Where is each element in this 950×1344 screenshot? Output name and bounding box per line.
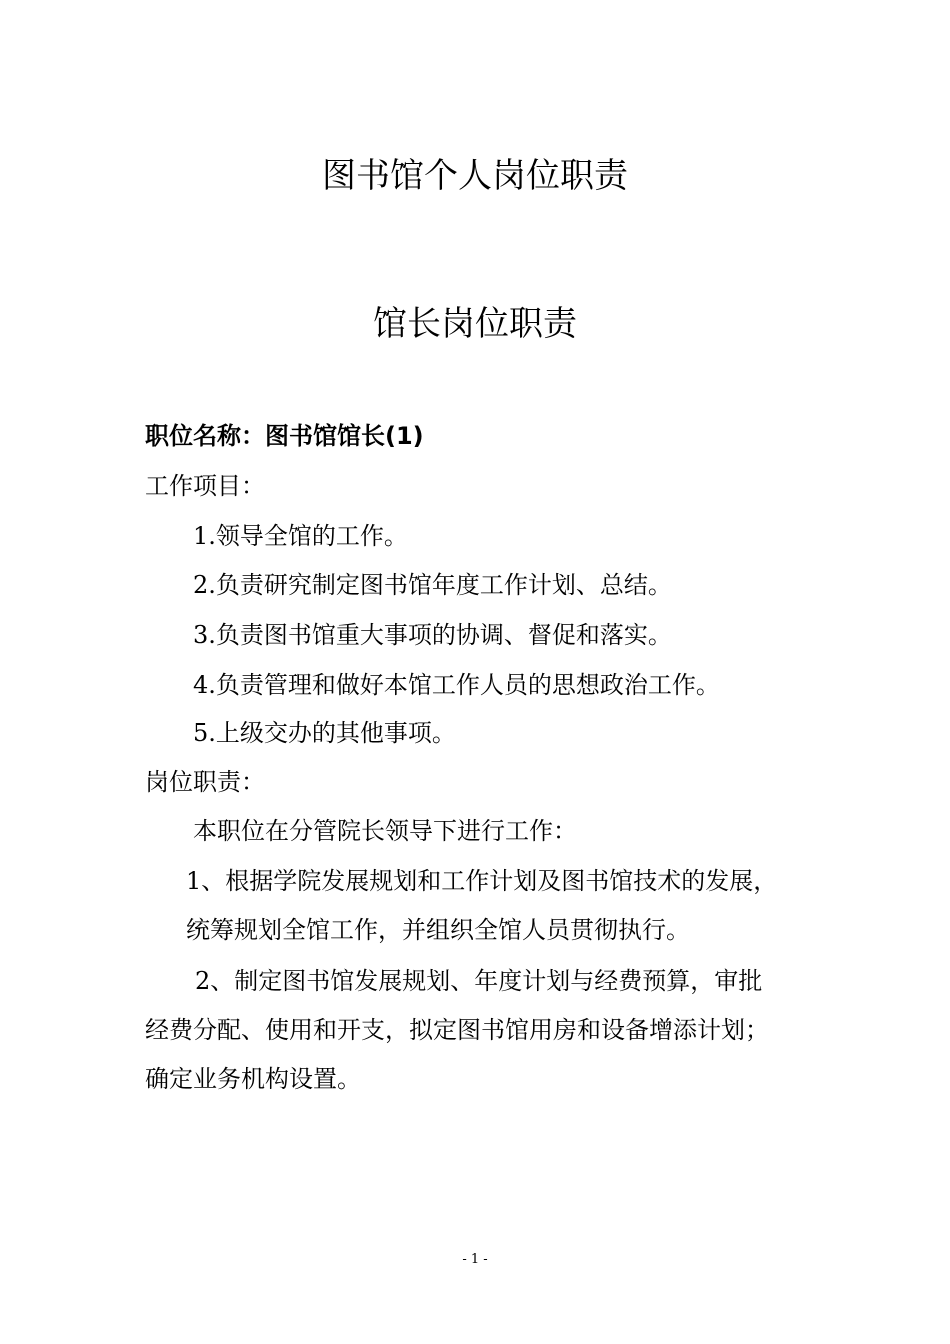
position-name: 职位名称：图书馆馆长(1) xyxy=(145,422,424,450)
duty-1-line-2: 统筹规划全馆工作，并组织全馆人员贯彻执行。 xyxy=(186,916,690,944)
work-item-1: 1.领导全馆的工作。 xyxy=(193,522,408,550)
page-number: - 1 - xyxy=(462,1252,488,1267)
document-title xyxy=(0,152,950,200)
duty-2-line-2: 经费分配、使用和开支，拟定图书馆用房和设备增添计划； xyxy=(145,1016,769,1044)
work-items-heading: 工作项目： xyxy=(145,472,265,500)
work-item-5: 5.上级交办的其他事项。 xyxy=(193,719,456,747)
duties-intro: 本职位在分管院长领导下进行工作： xyxy=(193,817,577,845)
duties-heading: 岗位职责： xyxy=(145,768,265,796)
work-item-3: 3.负责图书馆重大事项的协调、督促和落实。 xyxy=(193,621,672,649)
duty-1-line-1: 1、根据学院发展规划和工作计划及图书馆技术的发展， xyxy=(186,867,778,895)
duty-2-line-3: 确定业务机构设置。 xyxy=(145,1065,361,1093)
document-title-part-2: 个人岗位职责 xyxy=(424,156,628,196)
section-title: 馆长岗位职责 xyxy=(373,304,577,344)
work-item-4: 4.负责管理和做好本馆工作人员的思想政治工作。 xyxy=(193,671,720,699)
document-title-part-1: 图书馆 xyxy=(322,156,424,196)
work-item-2: 2.负责研究制定图书馆年度工作计划、总结。 xyxy=(193,571,672,599)
duty-2-line-1: 2、制定图书馆发展规划、年度计划与经费预算，审批 xyxy=(195,967,763,995)
